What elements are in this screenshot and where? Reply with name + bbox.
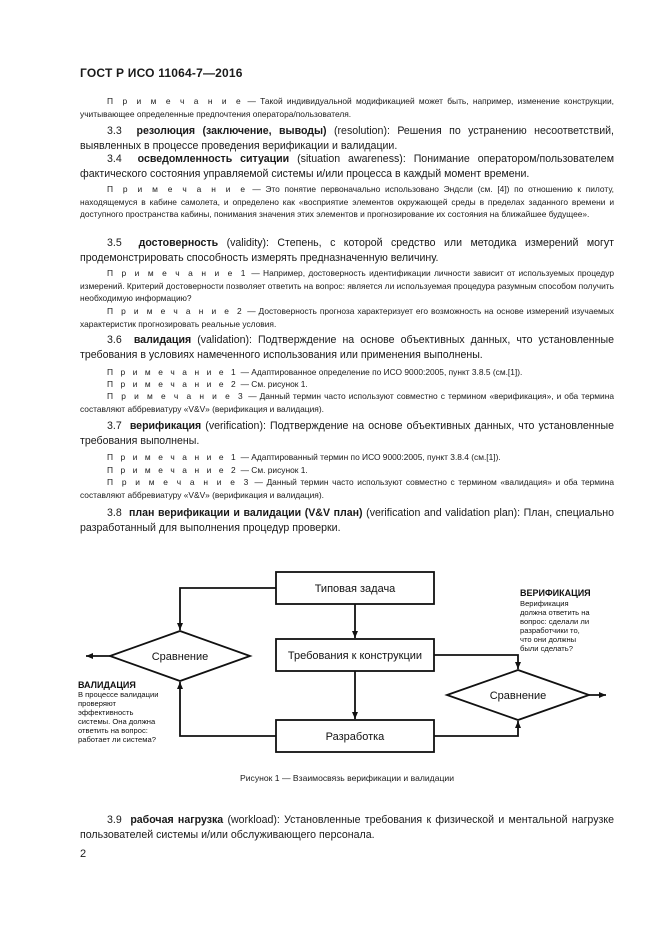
note-paragraph — [80, 464, 614, 477]
note-label: П р и м е ч а н и е 1 — [107, 268, 249, 278]
requirements-box-label: Требования к конструкции — [287, 650, 423, 662]
term-3-5 — [80, 236, 614, 266]
verification-title: ВЕРИФИКАЦИЯ — [520, 588, 591, 598]
note-paragraph — [80, 366, 614, 379]
validation-line: работает ли система? — [78, 735, 156, 744]
term-title: достоверность — [138, 237, 219, 249]
arrow-dev-to-right-diamond — [434, 721, 518, 736]
term-title: валидация — [133, 334, 192, 346]
validation-line: проверяют — [78, 699, 116, 708]
note-label: П р и м е ч а н и е — [107, 96, 244, 106]
term-number: 3.4 — [107, 153, 122, 165]
verification-line: что они должны — [520, 635, 577, 644]
vv-diagram — [0, 560, 661, 760]
note-label: П р и м е ч а н и е — [107, 184, 248, 194]
term-definition: (verification and validation plan): План, специально разработанный для выполнения процедур проверки. — [80, 507, 615, 534]
arrow-task-to-left-diamond — [180, 588, 276, 630]
page-header: ГОСТ Р ИСО 11064-7—2016 — [80, 66, 243, 80]
development-box-label: Разработка — [325, 731, 385, 743]
validation-line: системы. Она должна — [78, 717, 156, 726]
term-number: 3.8 — [107, 507, 122, 519]
note-paragraph — [80, 267, 614, 305]
note-label: П р и м е ч а н и е 3 — [107, 391, 246, 401]
left-diamond-label: Сравнение — [151, 651, 209, 663]
term-3-9 — [80, 813, 614, 843]
validation-line: эффективность — [78, 708, 134, 717]
term-3-8 — [80, 506, 614, 536]
term-number: 3.7 — [107, 420, 122, 432]
note-label: П р и м е ч а н и е 2 — [107, 306, 245, 316]
task-box-label: Типовая задача — [314, 583, 396, 595]
note-paragraph — [80, 305, 614, 330]
term-title: резолюция (заключение, выводы) — [136, 125, 327, 137]
note-paragraph — [80, 451, 614, 464]
term-number: 3.5 — [107, 237, 122, 249]
note-paragraph — [80, 378, 614, 391]
term-definition: (resolution): Решения по устранению несоответствий, выявленных в процессе проведения верификации и валидации. — [80, 125, 614, 152]
verification-line: вопрос: сделали ли — [520, 617, 590, 626]
note-text: — Это понятие первоначально использовано Эндсли (см. [4]) по отношению к пилоту, находящемуся в кабине самолета, и определено как «восприятие элементов окружающей среды в пределах заданного времени и доступного пространства кабины, понимания значения этих элементов и прогнозирование их состояния на ближайшее будущее». — [80, 184, 614, 220]
term-3-6 — [80, 333, 614, 363]
term-title: верификация — [129, 420, 202, 432]
note-text: — Например, достоверность идентификации личности зависит от используемых процедур измерений. Критерий достоверности позволяет ответить на вопрос: является ли используемая процедура разумным способом получить необходимую информацию? — [80, 268, 615, 304]
term-number: 3.9 — [107, 814, 122, 826]
figure-caption: Рисунок 1 — Взаимосвязь верификации и валидации — [239, 773, 455, 783]
term-number: 3.3 — [107, 125, 122, 137]
arrow-dev-to-left-diamond — [180, 682, 276, 736]
note-paragraph — [80, 390, 614, 415]
note-text: — Данный термин часто используют совместно с термином «валидация» и оба термина составляют аббревиатуру «V&V» (верификация и валидация). — [80, 477, 615, 500]
verification-line: разработчики то, — [520, 626, 580, 635]
note-text: — Такой индивидуальной модификацией может быть, например, изменение конструкции, учитывающее определенные предпочтения оператора/пользователя. — [80, 96, 614, 119]
term-definition: (workload): Установленные требования к физической и ментальной нагрузке пользователей системы и/или обслуживающего персонала. — [80, 814, 615, 841]
note-text: — Достоверность прогноза характеризует его возможность на основе измерений изучаемых характеристик прогнозировать реальные условия. — [80, 306, 614, 329]
term-definition: (validation): Подтверждение на основе объективных данных, что установленные требования в условиях намеченного использования или применения выполнены. — [80, 334, 615, 361]
note-paragraph — [80, 95, 614, 120]
term-number: 3.6 — [107, 334, 122, 346]
term-definition: (verification): Подтверждение на основе объективных данных, что установленные требования выполнены. — [80, 420, 614, 447]
note-text: — См. рисунок 1. — [238, 465, 308, 475]
note-label: П р и м е ч а н и е 2 — [107, 465, 239, 475]
note-text: — См. рисунок 1. — [238, 379, 308, 389]
term-title: осведомленность ситуации — [137, 153, 290, 165]
note-text: — Адаптированный термин по ИСО 9000:2005, пункт 3.8.4 (см.[1]). — [238, 452, 501, 462]
term-title: рабочая нагрузка — [130, 814, 224, 826]
term-3-7 — [80, 419, 614, 449]
page-number: 2 — [80, 848, 87, 860]
note-paragraph — [80, 183, 614, 221]
note-text: — Данный термин часто используют совместно с термином «верификация», и оба термина составляют аббревиатуру «V&V» (верификация и валидация). — [80, 391, 615, 414]
note-label: П р и м е ч а н и е 3 — [107, 477, 251, 487]
validation-line: В процессе валидации — [78, 690, 159, 699]
verification-line: должна ответить на — [520, 608, 590, 617]
term-definition: (validity): Степень, с которой средство или методика измерений могут продемонстрировать способность измерять предназначенную величину. — [80, 237, 615, 264]
arrow-req-to-right-diamond — [434, 655, 518, 669]
term-3-4 — [80, 152, 614, 182]
term-title: план верификации и валидации (V&V план) — [128, 507, 363, 519]
term-3-3 — [80, 124, 614, 154]
note-text: — Адаптированное определение по ИСО 9000:2005, пункт 3.8.5 (см.[1]). — [238, 367, 523, 377]
verification-line: Верификация — [520, 599, 569, 608]
note-label: П р и м е ч а н и е 1 — [107, 367, 239, 377]
note-paragraph — [80, 476, 614, 501]
validation-line: ответить на вопрос: — [78, 726, 148, 735]
note-label: П р и м е ч а н и е 1 — [107, 452, 239, 462]
verification-line: были сделать? — [520, 644, 573, 653]
term-definition: (situation awareness): Понимание оператором/пользователем фактического состояния управляемой системы и/или процесса в каждый момент времени. — [80, 153, 614, 180]
validation-title: ВАЛИДАЦИЯ — [78, 680, 136, 690]
note-label: П р и м е ч а н и е 2 — [107, 379, 239, 389]
right-diamond-label: Сравнение — [489, 690, 547, 702]
